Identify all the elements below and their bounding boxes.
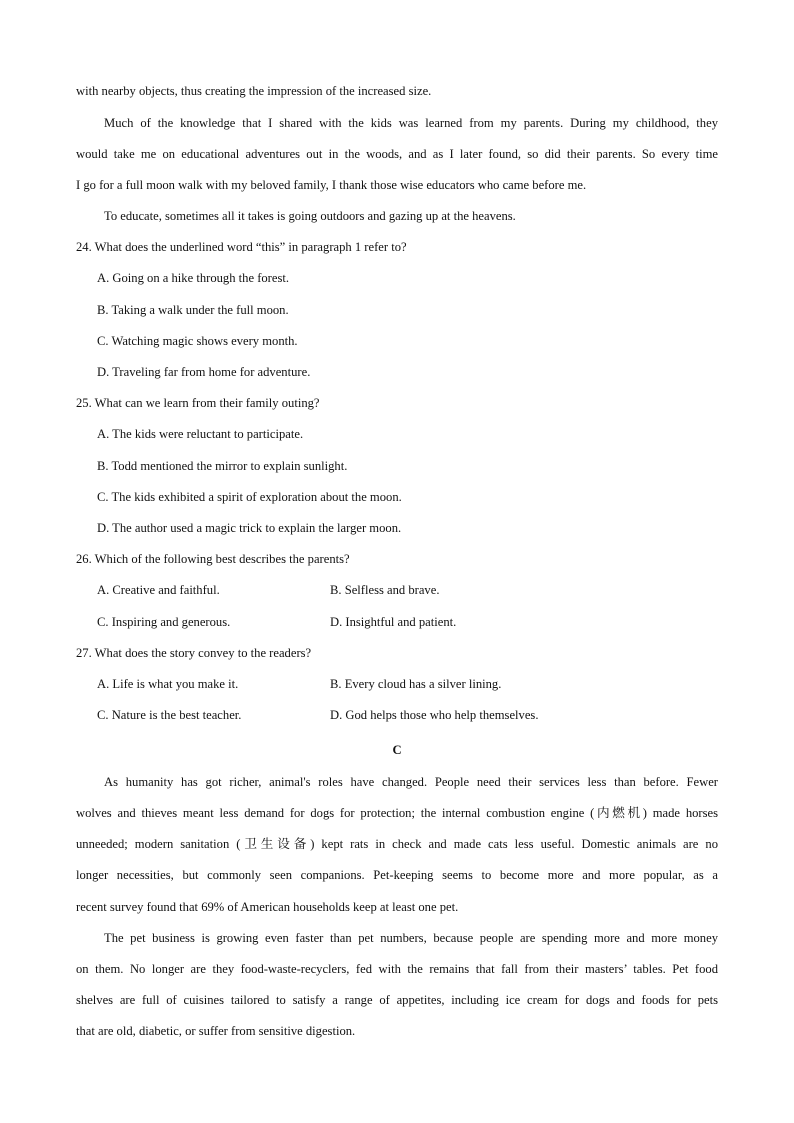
passage-c-p1-line-5: recent survey found that 69% of American households keep at least one pet. [76,900,459,914]
passage-c-p1-line-3: unneeded; modern sanitation (卫生设备) kept rats in check and made cats less useful. Domestic animals are no [76,837,718,851]
question-25-option-c: C. The kids exhibited a spirit of exploration about the moon. [97,490,402,504]
passage-c-p1-line-1: As humanity has got richer, animal's roles have changed. People need their services less than before. Fewer [104,775,718,789]
question-26-option-a: A. Creative and faithful. [97,583,220,597]
section-c-heading: C [392,743,402,757]
question-24-option-a: A. Going on a hike through the forest. [97,271,290,285]
question-24-option-b: B. Taking a walk under the full moon. [97,303,289,317]
question-27-option-a: A. Life is what you make it. [97,677,239,691]
question-26-option-b: B. Selfless and brave. [330,583,440,597]
passage-c-p2-line-1: The pet business is growing even faster than pet numbers, because people are spending more and more money [104,931,718,945]
question-26-stem: 26. Which of the following best describes the parents? [76,552,350,566]
question-25-stem: 25. What can we learn from their family outing? [76,396,320,410]
passage-c-p2-line-4: that are old, diabetic, or suffer from sensitive digestion. [76,1024,356,1038]
passage-c-p1-line-2: wolves and thieves meant less demand for dogs for protection; the internal combustion engine (内燃机) made horses [76,806,718,820]
question-24-option-c: C. Watching magic shows every month. [97,334,298,348]
passage-c-p2-line-3: shelves are full of cuisines tailored to satisfy a range of appetites, including ice cream for dogs and foods for pets [76,993,718,1007]
question-26-option-d: D. Insightful and patient. [330,615,457,629]
passage-b-p2-line-3: I go for a full moon walk with my beloved family, I thank those wise educators who came before me. [76,178,587,192]
question-24-option-d: D. Traveling far from home for adventure. [97,365,311,379]
question-27-option-d: D. God helps those who help themselves. [330,708,539,722]
question-24-stem: 24. What does the underlined word “this” in paragraph 1 refer to? [76,240,407,254]
question-27-option-b: B. Every cloud has a silver lining. [330,677,502,691]
passage-c-p2-line-2: on them. No longer are they food-waste-recyclers, fed with the remains that fall from their masters’ tables. Pet food [76,962,718,976]
passage-c-p1-line-4: longer necessities, but commonly seen companions. Pet-keeping seems to become more and more popular, as a [76,868,718,882]
passage-b-p2-line-2: would take me on educational adventures out in the woods, and as I later found, so did their parents. So every time [76,147,718,161]
passage-b-line: with nearby objects, thus creating the impression of the increased size. [76,84,432,98]
question-25-option-d: D. The author used a magic trick to explain the larger moon. [97,521,402,535]
passage-b-p2-line-1: Much of the knowledge that I shared with the kids was learned from my parents. During my childhood, they [104,116,718,130]
question-26-option-c: C. Inspiring and generous. [97,615,231,629]
question-27-stem: 27. What does the story convey to the readers? [76,646,312,660]
question-25-option-b: B. Todd mentioned the mirror to explain sunlight. [97,459,348,473]
question-25-option-a: A. The kids were reluctant to participate. [97,427,304,441]
question-27-option-c: C. Nature is the best teacher. [97,708,242,722]
passage-b-p3: To educate, sometimes all it takes is going outdoors and gazing up at the heavens. [104,209,516,223]
